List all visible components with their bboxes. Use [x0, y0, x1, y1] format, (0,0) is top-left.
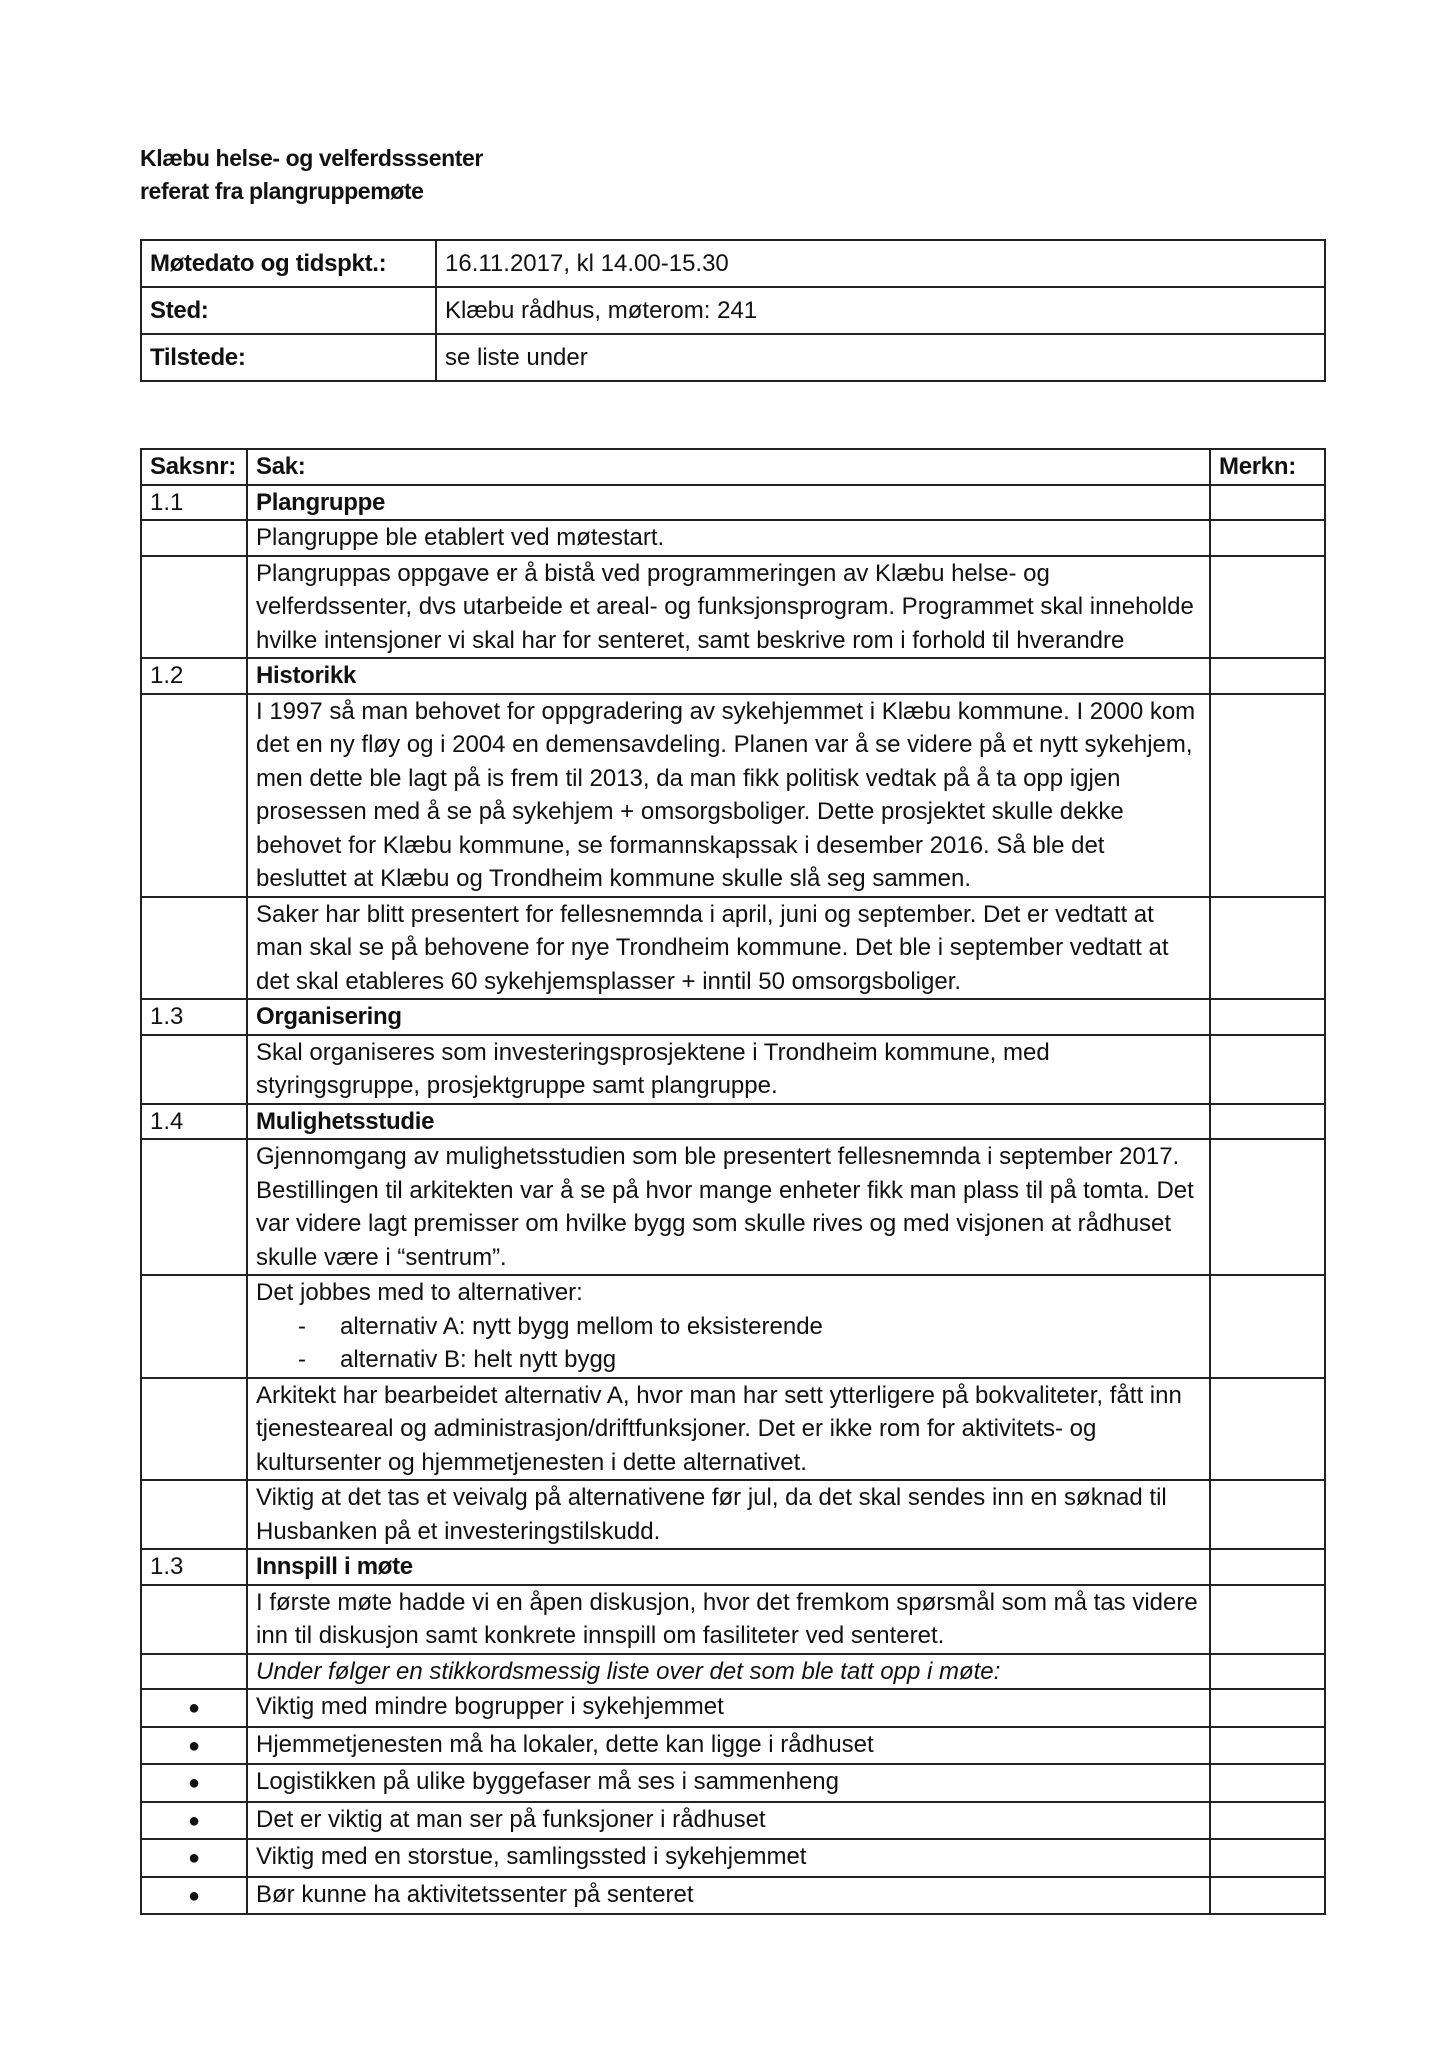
remark-cell	[1210, 1689, 1325, 1727]
section-title: Innspill i møte	[247, 1549, 1210, 1585]
remark-cell	[1210, 999, 1325, 1035]
number-cell	[141, 1654, 247, 1690]
info-row-date	[141, 240, 1325, 287]
bullet-cell	[141, 1877, 247, 1915]
title-line-1: Klæbu helse- og velferdsssenter	[140, 145, 483, 171]
bullet-cell	[141, 1802, 247, 1840]
item-text: Under følger en stikkordsmessig liste over det som ble tatt opp i møte:	[247, 1654, 1210, 1690]
remark-cell	[1210, 1378, 1325, 1481]
section-number: 1.3	[141, 999, 247, 1035]
number-cell	[141, 694, 247, 897]
bullet-text: Viktig med en storstue, samlingssted i sykehjemmet	[247, 1839, 1210, 1877]
number-cell	[141, 1585, 247, 1654]
remark-cell	[1210, 485, 1325, 521]
remark-cell	[1210, 1654, 1325, 1690]
number-cell	[141, 897, 247, 1000]
section-title: Plangruppe	[247, 485, 1210, 521]
item-text: Plangruppe ble etablert ved møtestart.	[247, 520, 1210, 556]
remark-cell	[1210, 1275, 1325, 1378]
bullet-cell	[141, 1689, 247, 1727]
section-number: 1.1	[141, 485, 247, 521]
remark-cell	[1210, 1104, 1325, 1140]
info-row-place	[141, 287, 1325, 334]
remark-cell	[1210, 1839, 1325, 1877]
remark-cell	[1210, 1139, 1325, 1275]
present-label: Tilstede:	[141, 334, 436, 381]
section-row	[141, 658, 1325, 694]
meeting-info-table	[140, 239, 1326, 382]
number-cell	[141, 1378, 247, 1481]
item-text: Saker har blitt presentert for fellesnemnda i april, juni og september. Det er vedtatt at man skal se på behovene for nye Trondheim kommune. Det ble i september vedtatt at det skal etableres 60 sykehjemsplasser + inntil 50 omsorgsboliger.	[247, 897, 1210, 1000]
remark-cell	[1210, 520, 1325, 556]
item-text: Gjennomgang av mulighetsstudien som ble presentert fellesnemnda i september 2017. Bestillingen til arkitekten var å se på hvor mange enheter fikk man plass til på tomta. Det var videre lagt premisser om hvilke bygg som skulle rives og med visjonen at rådhuset skulle være i “sentrum”.	[247, 1139, 1210, 1275]
remark-cell	[1210, 1480, 1325, 1549]
section-title: Historikk	[247, 658, 1210, 694]
place-value: Klæbu rådhus, møterom: 241	[436, 287, 1325, 334]
remark-cell	[1210, 1802, 1325, 1840]
minutes-header-row	[141, 449, 1325, 485]
remark-cell	[1210, 658, 1325, 694]
date-label: Møtedato og tidspkt.:	[141, 240, 436, 287]
table-row	[141, 520, 1325, 556]
header-saksnr: Saksnr:	[141, 449, 247, 485]
remark-cell	[1210, 897, 1325, 1000]
minutes-table	[140, 448, 1326, 1915]
bullet-text: Bør kunne ha aktivitetssenter på senteret	[247, 1877, 1210, 1915]
bullet-cell	[141, 1727, 247, 1765]
number-cell	[141, 556, 247, 659]
remark-cell	[1210, 1764, 1325, 1802]
remark-cell	[1210, 1727, 1325, 1765]
remark-cell	[1210, 1877, 1325, 1915]
table-row	[141, 1654, 1325, 1690]
bullet-row	[141, 1727, 1325, 1765]
number-cell	[141, 520, 247, 556]
alternative-b: alternativ B: helt nytt bygg	[340, 1346, 617, 1373]
bullet-icon: ●	[187, 1884, 201, 1907]
section-row	[141, 1549, 1325, 1585]
bullet-row	[141, 1839, 1325, 1877]
present-value: se liste under	[436, 334, 1325, 381]
bullet-row	[141, 1802, 1325, 1840]
remark-cell	[1210, 694, 1325, 897]
title-line-2: referat fra plangruppemøte	[140, 178, 424, 204]
info-row-present	[141, 334, 1325, 381]
bullet-text: Det er viktig at man ser på funksjoner i rådhuset	[247, 1802, 1210, 1840]
remark-cell	[1210, 556, 1325, 659]
table-row	[141, 897, 1325, 1000]
remark-cell	[1210, 1035, 1325, 1104]
dash-marker: -	[298, 1312, 306, 1340]
section-title: Organisering	[247, 999, 1210, 1035]
place-label: Sted:	[141, 287, 436, 334]
table-row	[141, 1378, 1325, 1481]
section-title: Mulighetsstudie	[247, 1104, 1210, 1140]
bullet-icon: ●	[187, 1809, 201, 1832]
bullet-row	[141, 1689, 1325, 1727]
item-text: I første møte hadde vi en åpen diskusjon, hvor det fremkom spørsmål som må tas videre inn til diskusjon samt konkrete innspill om fasiliteter ved senteret.	[247, 1585, 1210, 1654]
bullet-text: Viktig med mindre bogrupper i sykehjemmet	[247, 1689, 1210, 1727]
bullet-icon: ●	[187, 1734, 201, 1757]
item-text: Arkitekt har bearbeidet alternativ A, hvor man har sett ytterligere på bokvaliteter, fått inn tjenesteareal og administrasjon/driftfunksjoner. Det er ikke rom for aktivitets- og kultursenter og hjemmetjenesten i dette alternativet.	[247, 1378, 1210, 1481]
table-row	[141, 1480, 1325, 1549]
table-row	[141, 1585, 1325, 1654]
table-row	[141, 556, 1325, 659]
date-value: 16.11.2017, kl 14.00-15.30	[436, 240, 1325, 287]
remark-cell	[1210, 1585, 1325, 1654]
table-row	[141, 1035, 1325, 1104]
bullet-text: Logistikken på ulike byggefaser må ses i sammenheng	[247, 1764, 1210, 1802]
alternative-a: alternativ A: nytt bygg mellom to eksisterende	[340, 1312, 823, 1340]
list-item	[256, 1310, 1201, 1344]
dash-marker: -	[298, 1346, 306, 1373]
item-text: I 1997 så man behovet for oppgradering av sykehjemmet i Klæbu kommune. I 2000 kom det en ny fløy og i 2004 en demensavdeling. Planen var å se videre på et nytt sykehjem, men dette ble lagt på is frem til 2013, da man fikk politisk vedtak på å ta opp igjen prosessen med å se på sykehjem + omsorgsboliger. Dette prosjektet skulle dekke behovet for Klæbu kommune, se formannskapssak i desember 2016. Så ble det besluttet at Klæbu og Trondheim kommune skulle slå seg sammen.	[247, 694, 1210, 897]
item-text	[247, 1275, 1210, 1378]
document-title	[140, 142, 483, 208]
header-sak: Sak:	[247, 449, 1210, 485]
item-text: Skal organiseres som investeringsprosjektene i Trondheim kommune, med styringsgruppe, prosjektgruppe samt plangruppe.	[247, 1035, 1210, 1104]
table-row	[141, 694, 1325, 897]
bullet-row	[141, 1877, 1325, 1915]
bullet-icon: ●	[187, 1772, 201, 1794]
bullet-row	[141, 1764, 1325, 1802]
table-row	[141, 1139, 1325, 1275]
remark-cell	[1210, 1549, 1325, 1585]
section-row	[141, 999, 1325, 1035]
item-text: Viktig at det tas et veivalg på alternativene før jul, da det skal sendes inn en søknad til Husbanken på et investeringstilskudd.	[247, 1480, 1210, 1549]
header-merkn: Merkn:	[1210, 449, 1325, 485]
bullet-icon: ●	[187, 1697, 201, 1719]
bullet-icon: ●	[187, 1847, 201, 1869]
number-cell	[141, 1139, 247, 1275]
bullet-cell	[141, 1839, 247, 1877]
item-text: Plangruppas oppgave er å bistå ved programmeringen av Klæbu helse- og velferdssenter, dvs utarbeide et areal- og funksjonsprogram. Programmet skal inneholde hvilke intensjoner vi skal har for senteret, samt beskrive rom i forhold til hverandre	[247, 556, 1210, 659]
section-number: 1.2	[141, 658, 247, 694]
number-cell	[141, 1035, 247, 1104]
bullet-cell	[141, 1764, 247, 1802]
section-number: 1.3	[141, 1549, 247, 1585]
section-number: 1.4	[141, 1104, 247, 1140]
list-item	[256, 1343, 1201, 1377]
section-row	[141, 1104, 1325, 1140]
table-row	[141, 1275, 1325, 1378]
section-row	[141, 485, 1325, 521]
bullet-text: Hjemmetjenesten må ha lokaler, dette kan ligge i rådhuset	[247, 1727, 1210, 1765]
number-cell	[141, 1275, 247, 1378]
number-cell	[141, 1480, 247, 1549]
alternatives-intro: Det jobbes med to alternativer:	[256, 1279, 583, 1306]
